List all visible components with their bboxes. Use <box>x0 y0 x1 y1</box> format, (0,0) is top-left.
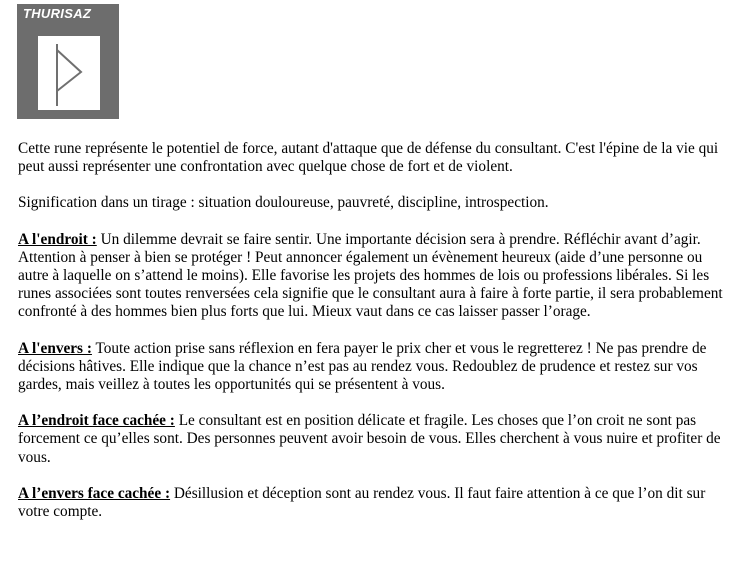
rune-tile <box>38 36 100 110</box>
rune-card-image <box>17 4 119 119</box>
section-endroit <box>18 231 726 322</box>
thurisaz-rune-icon <box>38 36 100 110</box>
section-envers-face-cachee <box>18 485 726 521</box>
section-text-endroit-face-cachee: Le consultant est en position délicate et fragile. Les choses que l’on croit ne sont pas forcement ce qu’elles sont. Des personnes peuvent avoir besoin de vous. Elles cherchent à vous nuire et profiter de vous. <box>18 412 721 466</box>
section-label-envers-face-cachee: A l’envers face cachée : <box>18 484 171 502</box>
rune-description <box>18 140 726 539</box>
section-text-envers-face-cachee: Désillusion et déception sont au rendez vous. Il faut faire attention à ce que l’on dit sur votre compte. <box>18 484 706 521</box>
section-envers <box>18 340 726 395</box>
section-text-endroit: Un dilemme devrait se faire sentir. Une importante décision sera à prendre. Réfléchir avant d’agir. Attention à penser à bien se protéger ! Peut annoncer également un évènement heureux (aide d’une personne ou autre à laquelle on s’attend le moins). Elle favorise les projets des hommes de lois ou professions libérales. Si les runes associées sont toutes renversées cela signifie que le consultant aura à faire à forte partie, il sera probablement confronté à des hommes bien plus forts que lui. Mieux vaut dans ce cas laisser passer l’orage. <box>18 230 723 321</box>
signification-paragraph: Signification dans un tirage : situation douloureuse, pauvreté, discipline, introspection. <box>18 194 549 212</box>
section-label-endroit: A l'endroit : <box>18 230 97 248</box>
section-endroit-face-cachee <box>18 412 726 467</box>
rune-title: THURISAZ <box>23 6 92 21</box>
section-label-endroit-face-cachee: A l’endroit face cachée : <box>18 412 175 430</box>
section-text-envers: Toute action prise sans réflexion en fera payer le prix cher et vous le regretterez ! Ne pas prendre de décisions hâtives. Elle indique que la chance n’est pas au rendez vous. Redoublez de prudence et restez sur vos gardes, mais veillez à toutes les opportunités qui se présentent à vous. <box>18 339 707 394</box>
section-label-envers: A l'envers : <box>18 339 92 357</box>
intro-paragraph: Cette rune représente le potentiel de force, autant d'attaque que de défense du consultant. C'est l'épine de la vie qui peut aussi représenter une confrontation avec quelque chose de fort et de violent. <box>18 140 719 176</box>
